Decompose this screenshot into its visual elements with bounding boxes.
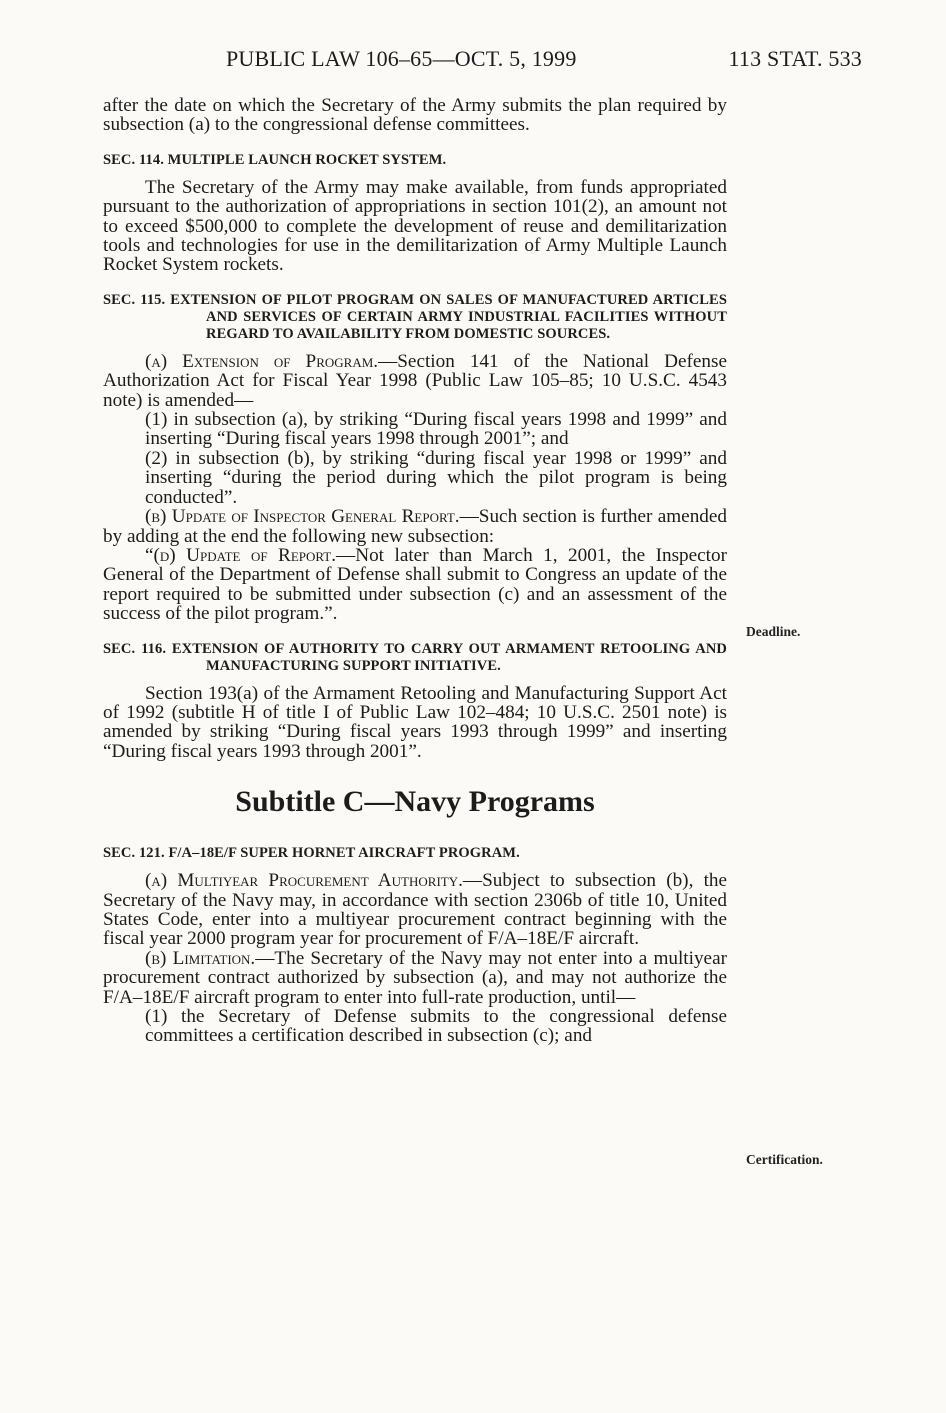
sec-115-heading: SEC. 115. EXTENSION OF PILOT PROGRAM ON SALES OF MANUFACTURED ARTICLES AND SERVICES OF CERTAIN ARMY INDUSTRIAL FACILITIES WITHOUT REGARD TO AVAILABILITY FROM DOMESTIC SOURCES. (103, 291, 727, 342)
sec-121-paragraph-1: (1) the Secretary of Defense submits to the congressional defense committees a certification described in subsection (c); and (145, 1006, 727, 1047)
subtitle-heading: Subtitle C—Navy Programs (235, 785, 595, 819)
sec-115-d-label: “(d) Update of Report. (145, 544, 337, 566)
sec-116-text: Section 193(a) of the Armament Retooling and Manufacturing Support Act of 1992 (subtitle H of title I of Public Law 102–484; 10 U.S.C. 2501 note) is amended by striking “During fiscal years 1993 through 1999” and inserting “During fiscal years 1993 through 2001”. (103, 682, 727, 762)
sec-114-heading: SEC. 114. MULTIPLE LAUNCH ROCKET SYSTEM. (103, 151, 447, 168)
sec-115-b-text: —Such section is further amended by adding at the end the following new subsection: (103, 506, 727, 547)
sec-115-a-label: (a) Extension of Program. (145, 350, 379, 372)
sec-115-a-text: —Section 141 of the National Defense Authorization Act for Fiscal Year 1998 (Public Law 105–85; 10 U.S.C. 4543 note) is amended— (103, 350, 727, 411)
sec-121-a (103, 871, 727, 949)
sec-115-d (103, 546, 727, 624)
sec-121-a-label: (a) Multiyear Procurement Authority. (145, 870, 463, 892)
body-text (103, 96, 727, 1046)
page-stat-number: 113 STAT. 533 (728, 46, 862, 71)
running-head (0, 46, 946, 76)
sec-115-b (103, 507, 727, 546)
sec-121-b-label: (b) Limitation. (145, 947, 256, 969)
sec-115-paragraph-1: (1) in subsection (a), by striking “During fiscal years 1998 and 1999” and inserting “During fiscal years 1998 through 2001”; and (145, 409, 727, 450)
sec-114-text: The Secretary of the Army may make available, from funds appropriated pursuant to the authorization of appropriations in section 101(2), an amount not to exceed $500,000 to complete the development of reuse and demilitarization tools and technologies for use in the demilitarization of Army Multiple Launch Rocket System rockets. (103, 176, 727, 276)
sec-115-a (103, 352, 727, 410)
margin-note-deadline: Deadline. (746, 624, 801, 639)
sec-115-paragraph-2: (2) in subsection (b), by striking “during fiscal year 1998 or 1999” and inserting “during the period during which the pilot program is being conducted”. (145, 447, 727, 508)
sec-121-b (103, 949, 727, 1007)
sec-116-heading: SEC. 116. EXTENSION OF AUTHORITY TO CARRY OUT ARMAMENT RETOOLING AND MANUFACTURING SUPPORT INITIATIVE. (103, 640, 727, 674)
margin-note-certification: Certification. (746, 1152, 823, 1167)
sec-121-heading: SEC. 121. F/A–18E/F SUPER HORNET AIRCRAFT PROGRAM. (103, 845, 520, 862)
sec-121-a-text: —Subject to subsection (b), the Secretary of the Navy may, in accordance with section 2306b of title 10, United States Code, enter into a multiyear procurement contract beginning with the fiscal year 2000 program year for procurement of F/A–18E/F aircraft. (103, 870, 728, 950)
sec-115-b-label: (b) Update of Inspector General Report. (145, 506, 460, 528)
sec-115-d-text: —Not later than March 1, 2001, the Inspector General of the Department of Defense shall submit to Congress an update of the report required to be submitted under subsection (c) and an assessment of the success of the pilot program.”. (103, 544, 727, 625)
sec-121-b-text: —The Secretary of the Navy may not enter into a multiyear procurement contract authorized by subsection (a), and may not authorize the F/A–18E/F aircraft program to enter into full-rate production, until— (103, 947, 727, 1008)
running-head-title: PUBLIC LAW 106–65—OCT. 5, 1999 (226, 46, 577, 71)
continuation-paragraph: after the date on which the Secretary of the Army submits the plan required by subsection (a) to the congressional defense committees. (103, 95, 727, 136)
